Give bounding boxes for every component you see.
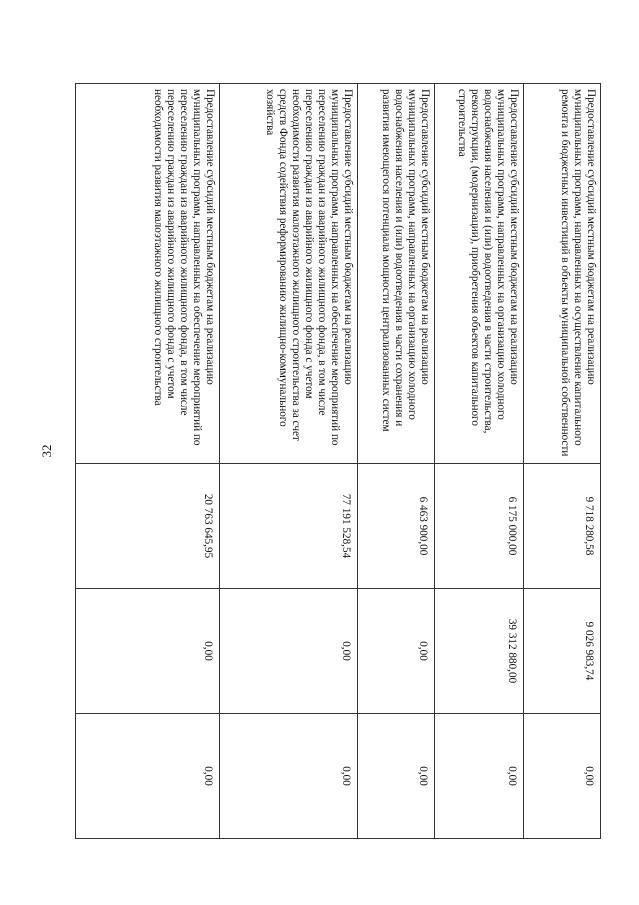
row-description: Предоставление субсидий местным бюджетам на реализацию муниципальных программ, направленных на обеспечение мероприятий по переселению граждан из аварийного жилищного фонда, в том числе переселению граждан из аварийного жилищного фонда с учетом необходимости развития малоэтажного жилищного строительства bbox=[76, 84, 220, 464]
table-row bbox=[76, 84, 220, 839]
row-value-3: 0,00 bbox=[358, 714, 435, 839]
row-value-3: 0,00 bbox=[220, 714, 358, 839]
row-value-2: 39 312 880,00 bbox=[435, 589, 524, 714]
row-description: Предоставление субсидий местным бюджетам на реализацию муниципальных программ, направленных на организацию холодного водоснабжения населения и (или) водоотведения в части строительства, реконструкции, (модернизации), приобретения объектов капитального строительства bbox=[435, 84, 524, 464]
table-row bbox=[435, 84, 524, 839]
row-value-3: 0,00 bbox=[524, 714, 601, 839]
row-value-2: 0,00 bbox=[358, 589, 435, 714]
row-value-2: 9 026 983,74 bbox=[524, 589, 601, 714]
row-description: Предоставление субсидий местным бюджетам на реализацию муниципальных программ, направленных на осуществление капитального ремонта и бюджетных инвестиций в объекты муниципальной собственности bbox=[524, 84, 601, 464]
row-value-1: 77 191 528,54 bbox=[220, 464, 358, 589]
rotated-table-container bbox=[76, 83, 601, 838]
row-value-3: 0,00 bbox=[76, 714, 220, 839]
table-row bbox=[524, 84, 601, 839]
row-value-1: 6 175 000,00 bbox=[435, 464, 524, 589]
budget-table bbox=[75, 83, 601, 839]
table-row bbox=[358, 84, 435, 839]
page-number: 32 bbox=[39, 444, 54, 458]
row-value-3: 0,00 bbox=[435, 714, 524, 839]
row-description: Предоставление субсидий местным бюджетам на реализацию муниципальных программ, направленных на обеспечение мероприятий по переселению граждан из аварийного жилищного фонда, в том числе переселению граждан из аварийного жилищного фонда с учетом необходимости развития малоэтажного жилищного строительства за счет средств Фонда содействия реформированию жилищно-коммунального хозяйства bbox=[220, 84, 358, 464]
row-value-2: 0,00 bbox=[76, 589, 220, 714]
table-row bbox=[220, 84, 358, 839]
row-value-1: 6 463 900,00 bbox=[358, 464, 435, 589]
row-value-2: 0,00 bbox=[220, 589, 358, 714]
row-description: Предоставление субсидий местным бюджетам на реализацию муниципальных программ, направленных на организацию холодного водоснабжения населения и (или) водоотведения в части сохранения и развития имеющегося потенциала мощности централизованных систем bbox=[358, 84, 435, 464]
row-value-1: 9 718 280,58 bbox=[524, 464, 601, 589]
row-value-1: 20 763 645,95 bbox=[76, 464, 220, 589]
